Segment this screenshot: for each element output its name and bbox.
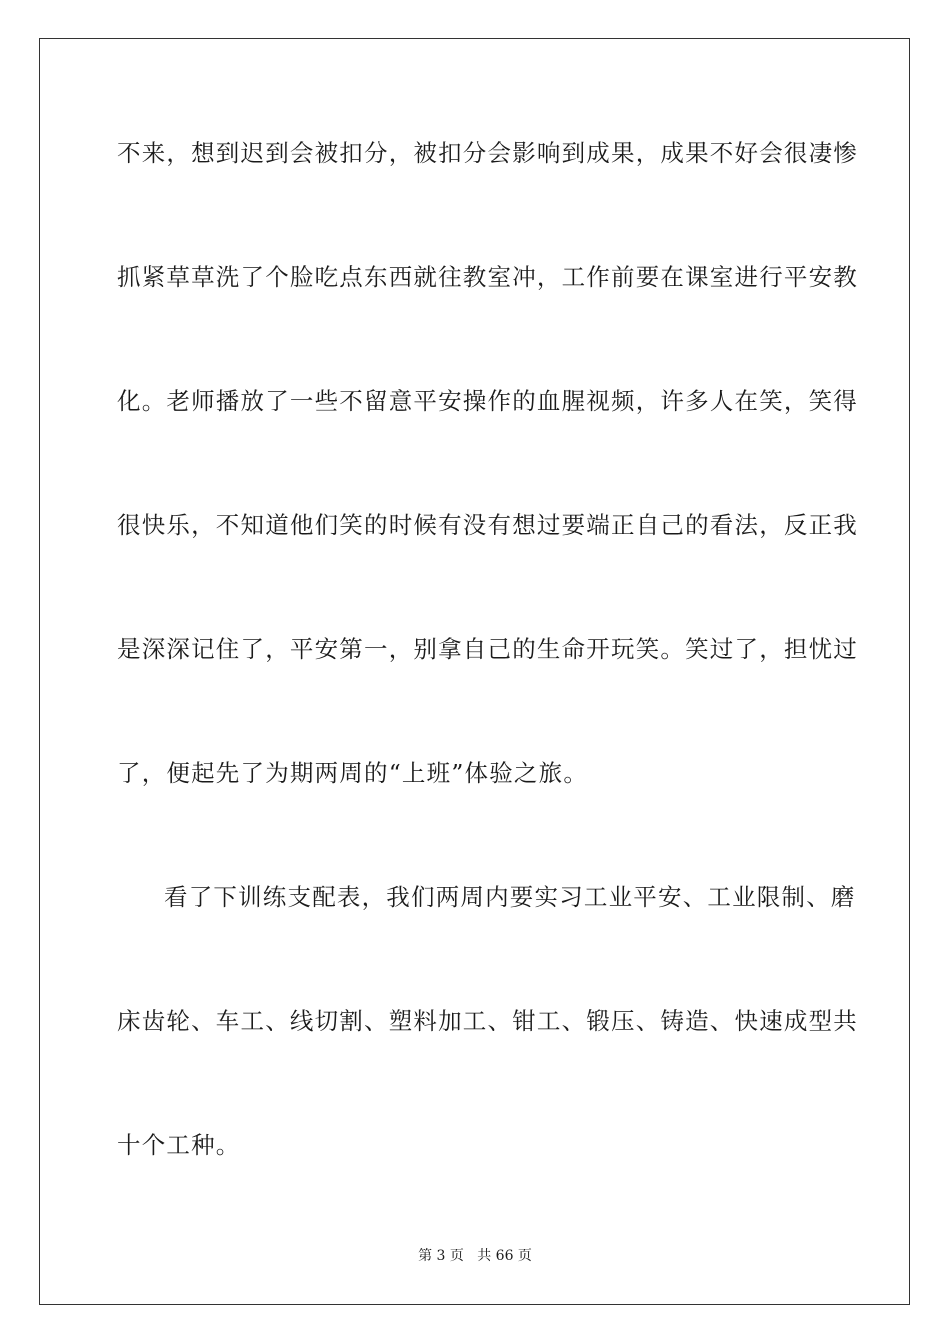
body-text-line: 是深深记住了，平安第一，别拿自己的生命开玩笑。笑过了，担忧过	[117, 635, 858, 663]
body-text-line: 不来，想到迟到会被扣分，被扣分会影响到成果，成果不好会很凄惨	[117, 139, 858, 167]
body-text-line: 化。老师播放了一些不留意平安操作的血腥视频，许多人在笑，笑得	[117, 387, 858, 415]
body-text-line: 十个工种。	[117, 1131, 241, 1159]
body-text-line: 床齿轮、车工、线切割、塑料加工、钳工、锻压、铸造、快速成型共	[117, 1007, 858, 1035]
paragraph-first-line: 看了下训练支配表，我们两周内要实习工业平安、工业限制、磨	[164, 883, 856, 911]
page-number-footer: 第 3 页 共 66 页	[418, 1248, 532, 1264]
body-text-line: 了，便起先了为期两周的“上班”体验之旅。	[117, 759, 589, 787]
body-text-line: 很快乐，不知道他们笑的时候有没有想过要端正自己的看法，反正我	[117, 511, 858, 539]
page-border	[39, 38, 910, 1305]
body-text-line: 抓紧草草洗了个脸吃点东西就往教室冲，工作前要在课室进行平安教	[117, 263, 858, 291]
